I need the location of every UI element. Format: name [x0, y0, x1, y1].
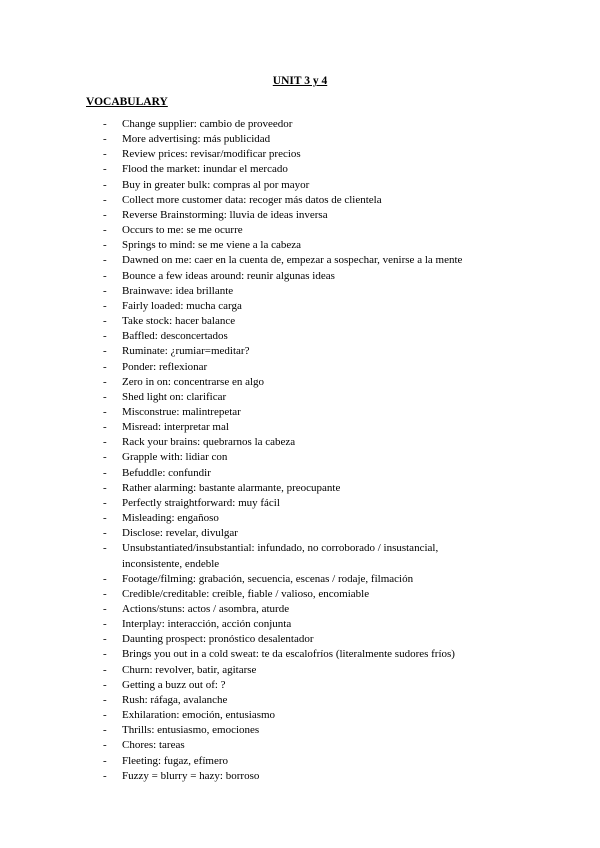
list-dash: - [103, 315, 107, 328]
vocab-item-text: Buy in greater bulk: compras al por mayor [122, 178, 310, 191]
list-dash: - [103, 678, 107, 691]
vocab-item-text: Fleeting: fugaz, efímero [122, 754, 228, 767]
vocab-item-text: Rack your brains: quebrarnos la cabeza [122, 436, 296, 449]
vocab-item [0, 147, 600, 162]
vocab-item-text: Misconstrue: malintrepetar [122, 405, 241, 418]
vocab-item-text: Rush: ráfaga, avalanche [122, 693, 228, 706]
list-dash: - [103, 572, 107, 585]
vocab-item-text: Exhilaration: emoción, entusiasmo [122, 709, 276, 722]
list-dash: - [103, 133, 107, 146]
vocab-item [0, 647, 600, 662]
vocab-item [0, 496, 600, 511]
vocab-item [0, 617, 600, 632]
vocab-item-text: Springs to mind: se me viene a la cabeza [122, 239, 301, 252]
vocab-item [0, 450, 600, 465]
list-dash: - [103, 330, 107, 343]
vocab-item-text: Grapple with: lidiar con [122, 451, 228, 464]
vocab-item [0, 314, 600, 329]
vocab-item-text: Misleading: engañoso [122, 512, 219, 525]
list-dash: - [103, 769, 107, 782]
vocab-item-text: Review prices: revisar/modificar precios [122, 148, 301, 161]
vocab-item-text: Fuzzy = blurry = hazy: borroso [122, 769, 260, 782]
list-dash: - [103, 633, 107, 646]
vocab-item-text: Brainwave: idea brillante [122, 284, 234, 297]
vocab-item-text: Occurs to me: se me ocurre [122, 224, 243, 237]
vocab-item-text: Thrills: entusiasmo, emociones [122, 724, 260, 737]
vocab-item-text: Unsubstantiated/insubstantial: infundado, no corroborado / insustancial, inconsistente, endeble [122, 542, 439, 570]
vocab-item-text: Bounce a few ideas around: reunir algunas ideas [122, 269, 335, 282]
list-dash: - [103, 421, 107, 434]
vocab-item [0, 572, 600, 587]
vocab-item [0, 284, 600, 299]
list-dash: - [103, 360, 107, 373]
vocab-item-text: Getting a buzz out of: ? [122, 678, 226, 691]
vocab-item-text: Baffled: desconcertados [122, 330, 228, 343]
list-dash: - [103, 148, 107, 161]
vocab-item [0, 132, 600, 147]
vocab-item-text: Collect more customer data: recoger más datos de clientela [122, 193, 382, 206]
list-dash: - [103, 193, 107, 206]
vocab-item [0, 754, 600, 769]
list-dash: - [103, 254, 107, 267]
list-dash: - [103, 603, 107, 615]
vocab-item [0, 375, 600, 390]
vocab-item [0, 390, 600, 405]
vocab-item [0, 329, 600, 344]
vocab-item-text: Churn: revolver, batir, agitarse [122, 663, 257, 676]
list-dash: - [103, 663, 107, 676]
vocab-item-text: Perfectly straightforward: muy fácil [122, 496, 280, 509]
vocab-item [0, 420, 600, 435]
list-dash: - [103, 466, 107, 479]
vocab-item-text: Footage/filming: grabación, secuencia, escenas / rodaje, filmación [122, 572, 414, 585]
list-dash: - [103, 436, 107, 449]
list-dash: - [103, 375, 107, 388]
list-dash: - [103, 390, 107, 403]
list-dash: - [103, 527, 107, 540]
vocab-item [0, 541, 600, 571]
vocab-item [0, 526, 600, 541]
vocab-item-text: Change supplier: cambio de proveedor [122, 118, 293, 130]
list-dash: - [103, 496, 107, 509]
vocab-item-text: Misread: interpretar mal [122, 421, 229, 434]
vocab-item-text: Ponder: reflexionar [122, 360, 208, 373]
list-dash: - [103, 648, 107, 661]
vocab-item-text: Chores: tareas [122, 739, 185, 752]
vocab-item [0, 511, 600, 526]
vocab-item [0, 678, 600, 693]
vocab-item-text: Befuddle: confundir [122, 466, 211, 479]
list-dash: - [103, 178, 107, 191]
list-dash: - [103, 239, 107, 252]
list-dash: - [103, 512, 107, 525]
vocab-item-text: Daunting prospect: pronóstico desalentador [122, 633, 314, 646]
list-dash: - [103, 451, 107, 464]
vocab-item-text: Reverse Brainstorming: lluvia de ideas inversa [122, 208, 328, 221]
vocab-item [0, 693, 600, 708]
vocab-item [0, 435, 600, 450]
list-dash: - [103, 224, 107, 237]
vocab-item-text: Zero in on: concentrarse en algo [122, 375, 265, 388]
vocab-item-text: More advertising: más publicidad [122, 133, 271, 146]
vocab-item [0, 632, 600, 647]
list-dash: - [103, 118, 107, 130]
vocab-item [0, 223, 600, 238]
vocab-item [0, 723, 600, 738]
vocab-item [0, 587, 600, 602]
list-dash: - [103, 618, 107, 631]
list-dash: - [103, 405, 107, 418]
vocab-item [0, 405, 600, 420]
vocab-item-text: Fairly loaded: mucha carga [122, 299, 242, 312]
list-dash: - [103, 299, 107, 312]
vocab-item [0, 344, 600, 359]
list-dash: - [103, 284, 107, 297]
vocab-item [0, 466, 600, 481]
vocab-item [0, 193, 600, 208]
vocab-item [0, 178, 600, 193]
vocab-item-text: Rather alarming: bastante alarmante, preocupante [122, 481, 341, 494]
vocab-item [0, 208, 600, 223]
vocab-item [0, 238, 600, 253]
list-dash: - [103, 693, 107, 706]
list-dash: - [103, 345, 107, 358]
vocab-item [0, 602, 600, 617]
vocab-item [0, 708, 600, 723]
list-dash: - [103, 208, 107, 221]
list-dash: - [103, 754, 107, 767]
vocab-item [0, 769, 600, 784]
vocab-item [0, 117, 600, 132]
vocab-item-text: Flood the market: inundar el mercado [122, 163, 288, 176]
vocab-item-text: Actions/stuns: actos / asombra, aturde [122, 603, 290, 615]
vocabulary-list [0, 117, 600, 784]
vocab-item-text: Dawned on me: caer en la cuenta de, empezar a sospechar, venirse a la mente [122, 254, 463, 267]
vocab-item [0, 299, 600, 314]
vocab-item [0, 481, 600, 496]
list-dash: - [103, 724, 107, 737]
list-dash: - [103, 587, 107, 600]
vocab-item-text: Brings you out in a cold sweat: te da escalofríos (literalmente sudores fríos) [122, 648, 455, 661]
list-dash: - [103, 739, 107, 752]
vocab-item [0, 738, 600, 753]
vocab-item-text: Disclose: revelar, divulgar [122, 527, 238, 540]
vocab-item-text: Shed light on: clarificar [122, 390, 227, 403]
list-dash: - [103, 542, 107, 555]
list-dash: - [103, 163, 107, 176]
vocab-item [0, 253, 600, 268]
vocab-item [0, 360, 600, 375]
vocab-item [0, 162, 600, 177]
vocab-item-text: Ruminate: ¿rumiar=meditar? [122, 345, 250, 358]
vocab-item [0, 269, 600, 284]
section-title: VOCABULARY [86, 96, 168, 108]
unit-title: UNIT 3 y 4 [272, 75, 328, 87]
list-dash: - [103, 709, 107, 722]
vocab-item-text: Take stock: hacer balance [122, 315, 236, 328]
vocab-item [0, 663, 600, 678]
vocab-item-text: Credible/creditable: creíble, fiable / valioso, encomiable [122, 587, 370, 600]
vocab-item-text: Interplay: interacción, acción conjunta [122, 618, 292, 631]
list-dash: - [103, 269, 107, 282]
list-dash: - [103, 481, 107, 494]
